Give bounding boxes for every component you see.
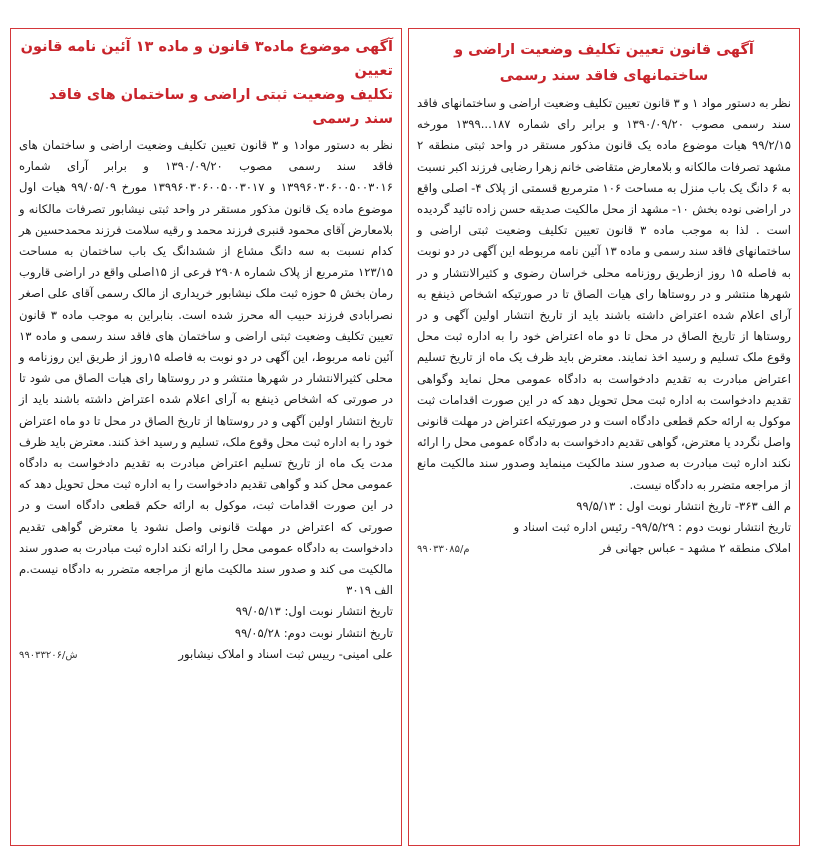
left-notice-body: نظر به دستور مواد۱ و ۳ قانون تعیین تکلیف وضعیت اراضی و ساختمان های فاقد سند رسمی مصوب ۱۳۹۰/۰۹/۲۰ و برابر آرای شماره ۱۳۹۹۶۰۳۰۶۰۰۵۰۰۳۰۱۶ و ۱۳۹۹۶۰۳۰۶۰۰۵۰۰۳۰۱۷ مورخ ۹۹/۰۵/۰۹ هیات اول موضوع ماده یک قانون مذکور مستقر در واحد ثبتی نیشابور تصرفات مالکانه و بلامعارض آقای محمود قنبری فرزند محمد و رقیه سلامت فرزند محمدحسین هر کدام نسبت به سه دانگ مشاع از ششدانگ یک باب ساختمان به مساحت ۱۲۳/۱۵ مترمربع از پلاک شماره ۲۹۰۸ فرعی از ۱۵اصلی واقع در اراضی قاروب رمان بخش ۵ حوزه ثبت ملک نیشابور خریداری از مالک رسمی آقای علی اصغر نصرابادی فرزند حبیب اله محرز شده است. بنابراین به موجب ماده ۳ قانون تعیین تکلیف وضعیت ثبتی اراضی و ساختمان های فاقد سند رسمی و ماده ۱۳ آئین نامه مربوط، این آگهی در دو نوبت به فاصله ۱۵روز از طریق این روزنامه و محلی کثیرالانتشار در شهرها منتشر و در روستاها رای هیات الصاق می شود تا در صورتی که اشخاص ذینفع به آرای اعلام شده اعتراض داشته باشند باید از تاریخ انتشار اولین آگهی و در روستاها از تاریخ الصاق در محل تا دو ماه اعتراض خود را به اداره ثبت محل وقوع ملک، تسلیم و رسید اخذ کنند. معترض باید ظرف مدت یک ماه از تاریخ تسلیم اعتراض مبادرت به تقدیم دادخواست به دادگاه عمومی محل کند و گواهی تقدیم دادخواست را به اداره ثبت محل تحویل دهد که در این صورت اقدامات ثبت، موکول به ارائه حکم قطعی دادگاه است و در صورتی که اعتراض در مهلت قانونی واصل نشود یا معترض گواهی تقدیم دادخواست به دادگاه عمومی محل را ارائه نکند اداره ثبت مبادرت به صدور سند مالکیت می کند و صدور سند مالکیت مانع از مراجعه متضرر به دادگاه نیست.م الف ۳۰۱۹: [19, 138, 394, 598]
right-notice-footer-line3: املاک منطقه ۲ مشهد - عباس جهانی فر: [599, 541, 791, 556]
right-notice-footer-line1: م الف ۳۶۳- تاریخ انتشار نوبت اول : ۹۹/۵/۱۳: [576, 498, 791, 513]
left-notice-title-line2: تکلیف وضعیت ثبتی اراضی و ساختمان های فاقد سند رسمی: [49, 87, 393, 127]
left-notice: [10, 28, 402, 846]
right-notice-body: نظر به دستور مواد ۱ و ۳ قانون تعیین تکلیف وضعیت اراضی و ساختمانهای فاقد سند رسمی مصوب ۱۳۹۰/۰۹/۲۰ و برابر رای شماره ۱۸۷...۱۳۹۹ مورخه ۹۹/۲/۱۵ هیات موضوع ماده یک قانون مذکور مستقر در واحد ثبتی منطقه ۲ مشهد تصرفات مالکانه و بلامعارض متقاضی خانم زهرا رضایی فرزند اکبر نسبت به ۶ دانگ یک باب منزل به مساحت ۱۰۶ مترمربع قسمتی از پلاک ۴- اصلی واقع در اراضی نوده بخش ۱۰- مشهد از محل مالکیت صدیقه حسن زاده تائید گردیده است . لذا به موجب ماده ۳ قانون تعیین تکلیف وضعیت ثبتی اراضی و ساختمانهای فاقد سند رسمی و ماده ۱۳ آئین نامه مربوطه این آگهی در دو نوبت به فاصله ۱۵ روز ازطریق روزنامه محلی خراسان رضوی و کثیرالانتشار و در شهرها منتشر و در روستاها رای هیات الصاق تا در صورتیکه اشخاص ذینفع به آرای اعلام شده اعتراض داشته باشند باید از تاریخ انتشار اولین آگهی و در روستاها از تاریخ الصاق در محل تا دو ماه اعتراض خود را به اداره ثبت محل وقوع ملک تسلیم و رسید اخذ نمایند. معترض باید ظرف یک ماه از تاریخ تسلیم اعتراض مبادرت به تقدیم دادخواست به دادگاه عمومی محل نماید وگواهی تقدیم دادخواست به اداره ثبت محل تحویل دهد که در این صورت اقدامات ثبت موکول به ارائه حکم قطعی دادگاه است و در صورتیکه اعتراض در مهلت قانونی واصل نگردد یا معترض، گواهی تقدیم دادخواست به دادگاه عمومی محل را ارائه نکند اداره ثبت مبادرت به صدور سند مالکیت مینماید وصدور سند مالکیت مانع از مراجعه متضرر به دادگاه نیست.: [417, 96, 792, 492]
left-notice-footer-row: [19, 644, 393, 666]
right-notice: [408, 28, 800, 846]
right-notice-title: [417, 37, 791, 89]
right-notice-title-line2: ساختمانهای فاقد سند رسمی: [499, 68, 709, 84]
right-notice-footer-line2: تاریخ انتشار نوبت دوم : ۹۹/۵/۲۹- رئیس اداره ثبت اسناد و: [513, 520, 791, 535]
right-notice-footer-row: [417, 538, 791, 560]
right-notice-title-line1: آگهی قانون تعیین تکلیف وضعیت اراضی و: [454, 42, 754, 58]
left-notice-title: [19, 35, 393, 131]
right-notice-code: ۹۹۰۳۳۰۸۵/م: [417, 544, 470, 556]
left-notice-footer-line2: تاریخ انتشار نوبت دوم: ۹۹/۰۵/۲۸: [234, 625, 393, 640]
right-notice-footer: [417, 496, 791, 561]
left-notice-footer: [19, 601, 393, 666]
left-notice-title-line1: آگهی موضوع ماده۳ قانون و ماده ۱۳ آئین نامه قانون تعیین: [20, 39, 393, 79]
left-notice-footer-line3: علی امینی- رییس ثبت اسناد و املاک نیشابور: [178, 646, 393, 661]
left-notice-code: ۹۹۰۳۳۲۰۶/ش: [19, 649, 78, 661]
left-notice-footer-line1: تاریخ انتشار نوبت اول: ۹۹/۰۵/۱۳: [235, 604, 393, 619]
